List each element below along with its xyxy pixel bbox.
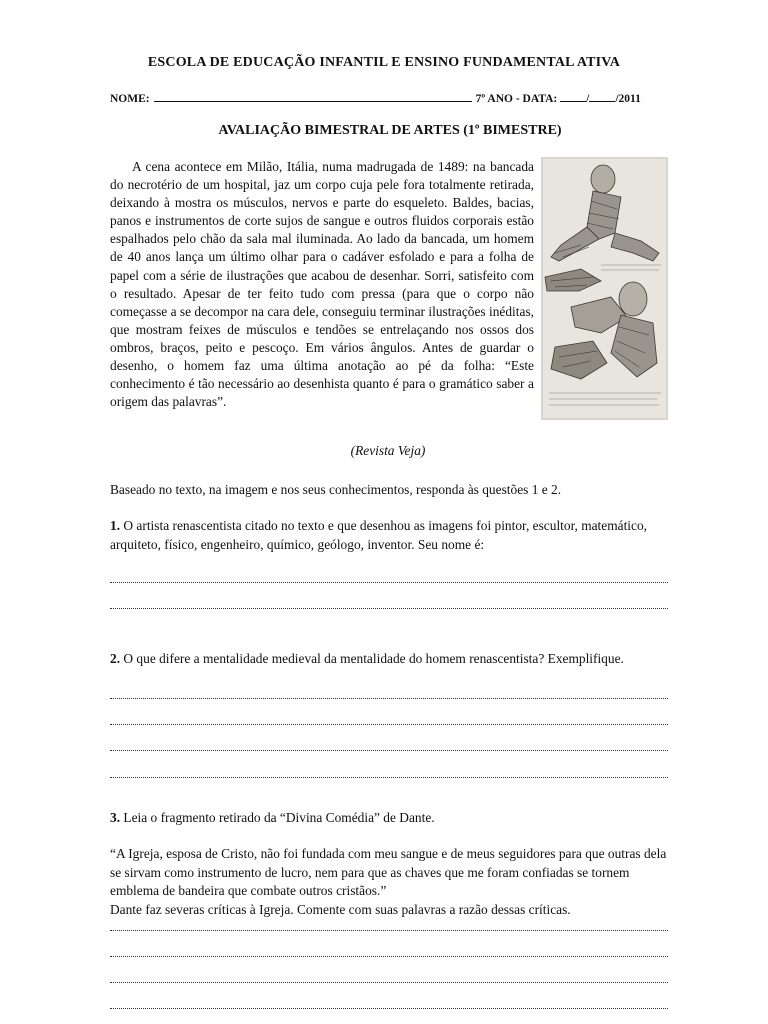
question-2 (110, 650, 670, 669)
dante-quote (110, 845, 670, 919)
answer-line[interactable] (110, 776, 668, 778)
month-blank[interactable] (589, 91, 615, 102)
question-1-text: O artista renascentista citado no texto e que desenhou as imagens foi pintor, escultor, matemático, arquiteto, físico, engenheiro, químico, geólogo, inventor. Seu nome é: (110, 518, 648, 552)
school-name: ESCOLA DE EDUCAÇÃO INFANTIL E ENSINO FUNDAMENTAL ATIVA (147, 55, 621, 70)
question-3-number: 3. (110, 810, 121, 825)
quote-prompt: Dante faz severas críticas à Igreja. Comente com suas palavras a razão dessas críticas. (110, 901, 571, 917)
question-1-number: 1. (110, 518, 121, 533)
question-2-number: 2. (110, 651, 121, 666)
instruction-text: Baseado no texto, na imagem e nos seus conhecimentos, responda às questões 1 e 2. (110, 482, 562, 497)
answer-line[interactable] (110, 723, 668, 725)
name-label: NOME: (110, 93, 150, 105)
question-3 (110, 809, 670, 828)
answer-line[interactable] (110, 581, 668, 583)
quote-text: “A Igreja, esposa de Cristo, não foi fundada com meu sangue e de meus seguidores para que outras dela se sirvam como instrumento de lucro, nem para que as chaves que me foram confiadas se tornem emblema de bandeira que combate outros cristãos.” (110, 846, 667, 898)
answer-line[interactable] (110, 607, 668, 609)
student-info-line (110, 91, 641, 105)
passage-source: (Revista Veja) (350, 443, 426, 458)
reading-passage (110, 158, 534, 411)
answer-line[interactable] (110, 955, 668, 957)
answer-line[interactable] (110, 981, 668, 983)
anatomical-drawing-image (541, 157, 668, 420)
question-1 (110, 517, 670, 554)
year-date-label: 7º ANO - DATA: (475, 93, 558, 105)
passage-text: A cena acontece em Milão, Itália, numa madrugada de 1489: na bancada do necrotério de um hospital, jaz um corpo cuja pele fora totalmente retirada, deixando à mostra os músculos, nervos e parte do esqueleto. Baldes, bacias, panos e instrumentos de corte sujos de sangue e outros fluidos corporais estão espalhados pelo chão da sala mal iluminada. Ao lado da bancada, um homem de 40 anos lança um último olhar para o cadáver esfolado e para a folha de papel com a série de ilustrações que acabou de desenhar. Sorri, satisfeito com o resultado. Apesar de ter feito tudo com pressa (para que o corpo não começasse a se decompor na cara dele, conseguiu terminar ilustrações inéditas, que mostram feixes de músculos e tendões se entrelaçando nos ossos dos ombros, braços, peito e pescoço. Em vários ângulos. Antes de guardar o desenho, o homem faz uma última anotação ao pé da folha: “Este conhecimento é tão necessário ao desenhista quanto é para o gramático saber a origem das palavras”. (110, 159, 534, 410)
date-separator: / (586, 93, 590, 105)
answer-line[interactable] (110, 697, 668, 699)
answer-line[interactable] (110, 929, 668, 931)
day-blank[interactable] (560, 91, 586, 102)
answer-line[interactable] (110, 1007, 668, 1009)
answer-line[interactable] (110, 749, 668, 751)
exam-title: AVALIAÇÃO BIMESTRAL DE ARTES (1º BIMESTRE) (218, 123, 562, 138)
year-value: /2011 (615, 93, 641, 105)
question-3-text: Leia o fragmento retirado da “Divina Comédia” de Dante. (123, 810, 435, 825)
question-2-text: O que difere a mentalidade medieval da mentalidade do homem renascentista? Exemplifique. (123, 651, 624, 666)
name-blank[interactable] (154, 91, 472, 102)
